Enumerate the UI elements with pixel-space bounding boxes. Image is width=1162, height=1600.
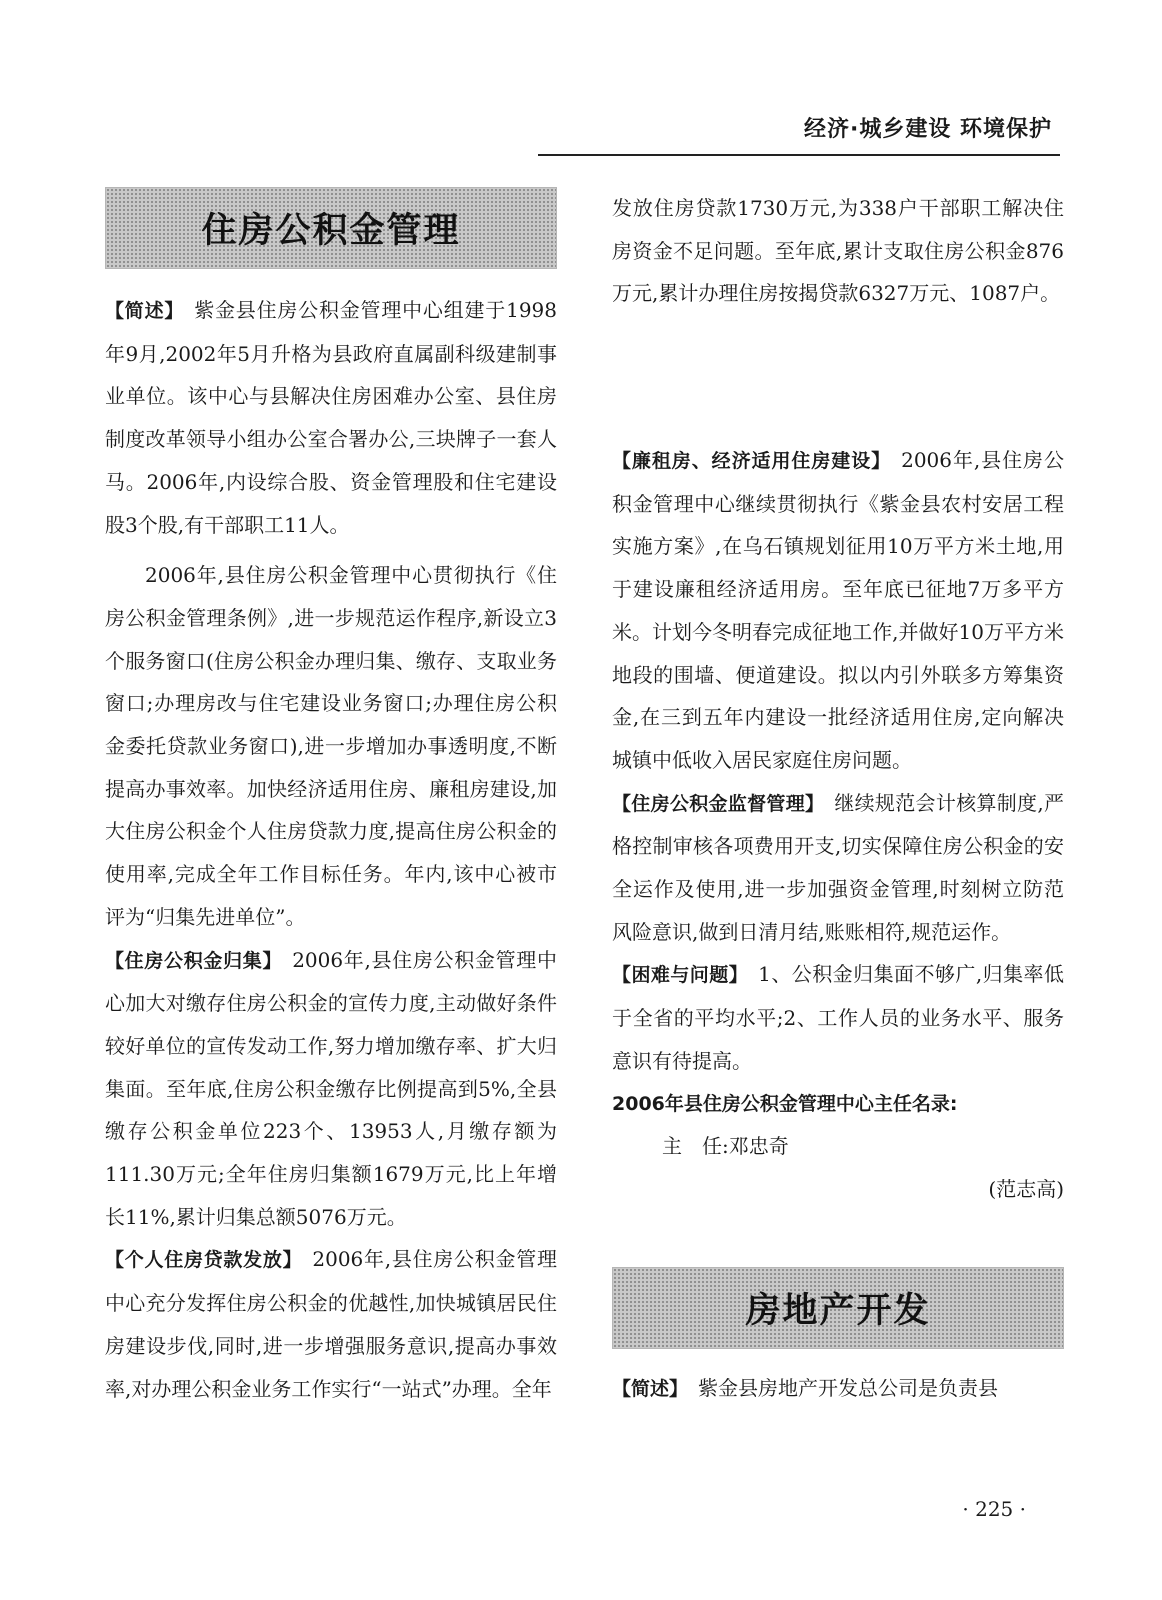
paragraph-text: 2006年,县住房公积金管理中心加大对缴存住房公积金的宣传力度,主动做好条件较好单位的宣传发动工作,努力增加缴存率、扩大归集面。至年底,住房公积金缴存比例提高到5%,全县缴存公积金单位223个、13953人,月缴存额为111.30万元;全年住房归集额1679万元,比上年增长11%,累计归集总额5076万元。 [105, 947, 557, 1229]
paragraph-tag: 【住房公积金归集】 [105, 949, 283, 972]
paragraph-text: 继续规范会计核算制度,严格控制审核各项费用开支,切实保障住房公积金的安全运作及使用,进一步加强资金管理,时刻树立防范风险意识,做到日清月结,账账相符,规范运作。 [612, 790, 1064, 944]
paragraph-tag: 【住房公积金监督管理】 [612, 792, 825, 815]
section-banner-housing-fund [105, 187, 557, 269]
author-credit: (范志高) [988, 1176, 1064, 1201]
paragraph-tag: 【困难与问题】 [612, 964, 749, 987]
left-column [105, 187, 557, 1410]
paragraph-problems [612, 953, 1064, 1082]
paragraph-text: 1、公积金归集面不够广,归集率低于全省的平均水平;2、工作人员的业务水平、服务意识有待提高。 [612, 962, 1064, 1073]
right-column [612, 187, 1064, 1410]
paragraph-text: 紫金县房地产开发总公司是负责县 [698, 1375, 999, 1400]
section-banner-real-estate [612, 1267, 1064, 1349]
director-name: 主 任:邓忠奇 [662, 1134, 789, 1159]
paragraph-loan-issuance-continued: 发放住房贷款1730万元,为338户干部职工解决住房资金不足问题。至年底,累计支取住房公积金876万元,累计办理住房按揭贷款6327万元、1087户。 [612, 196, 1064, 306]
paragraph-text: 紫金县住房公积金管理中心组建于1998年9月,2002年5月升格为县政府直属副科级建制事业单位。该中心与县解决住房困难办公室、县住房制度改革领导小组办公室合署办公,三块牌子一套人马。2006年,内设综合股、资金管理股和住宅建设股3个股,有干部职工11人。 [105, 298, 557, 537]
paragraph-work-summary [105, 554, 557, 938]
paragraph-real-estate-overview [612, 1367, 1064, 1411]
paragraph-text: 2006年,县住房公积金管理中心贯彻执行《住房公积金管理条例》,进一步规范运作程序,新设立3个服务窗口(住房公积金办理归集、缴存、支取业务窗口;办理房改与住宅建设业务窗口;办理住房公积金委托贷款业务窗口),进一步增加办事透明度,不断提高办事效率。加快经济适用住房、廉租房建设,加大住房公积金个人住房贷款力度,提高住房公积金的使用率,完成全年工作目标任务。年内,该中心被市评为“归集先进单位”。 [105, 563, 557, 929]
page-number: · 225 · [962, 1497, 1026, 1521]
section-title: 住房公积金管理 [201, 211, 461, 251]
paragraph-text: 2006年,县住房公积金管理中心继续贯彻执行《紫金县农村安居工程实施方案》,在乌石镇规划征用10万平方米土地,用于建设廉租经济适用房。至年底已征地7万多平方米。计划今冬明春完成征地工作,并做好10万平方米地段的围墙、便道建设。拟以内引外联多方筹集资金,在三到五年内建设一批经济适用住房,定向解决城镇中低收入居民家庭住房问题。 [612, 448, 1064, 772]
paragraph-low-rent-housing [612, 439, 1064, 782]
header-rule [538, 154, 1060, 156]
director-roster-title: 2006年县住房公积金管理中心主任名录: [612, 1092, 958, 1115]
paragraph-loan-issuance [105, 1238, 557, 1410]
paragraph-fund-collection [105, 939, 557, 1239]
paragraph-supervision [612, 782, 1064, 954]
page-header: 经济·城乡建设 环境保护 [803, 117, 1052, 142]
paragraph-tag: 【简述】 [105, 300, 185, 322]
paragraph-tag: 【简述】 [612, 1377, 689, 1400]
paragraph-tag: 【个人住房贷款发放】 [105, 1249, 303, 1272]
paragraph-text: 2006年,县住房公积金管理中心充分发挥住房公积金的优越性,加快城镇居民住房建设步伐,同时,进一步增强服务意识,提高办事效率,对办理公积金业务工作实行“一站式”办理。全年 [105, 1247, 557, 1401]
paragraph-overview [105, 289, 557, 546]
section-title: 房地产开发 [745, 1290, 931, 1331]
paragraph-tag: 【廉租房、经济适用住房建设】 [612, 450, 892, 472]
